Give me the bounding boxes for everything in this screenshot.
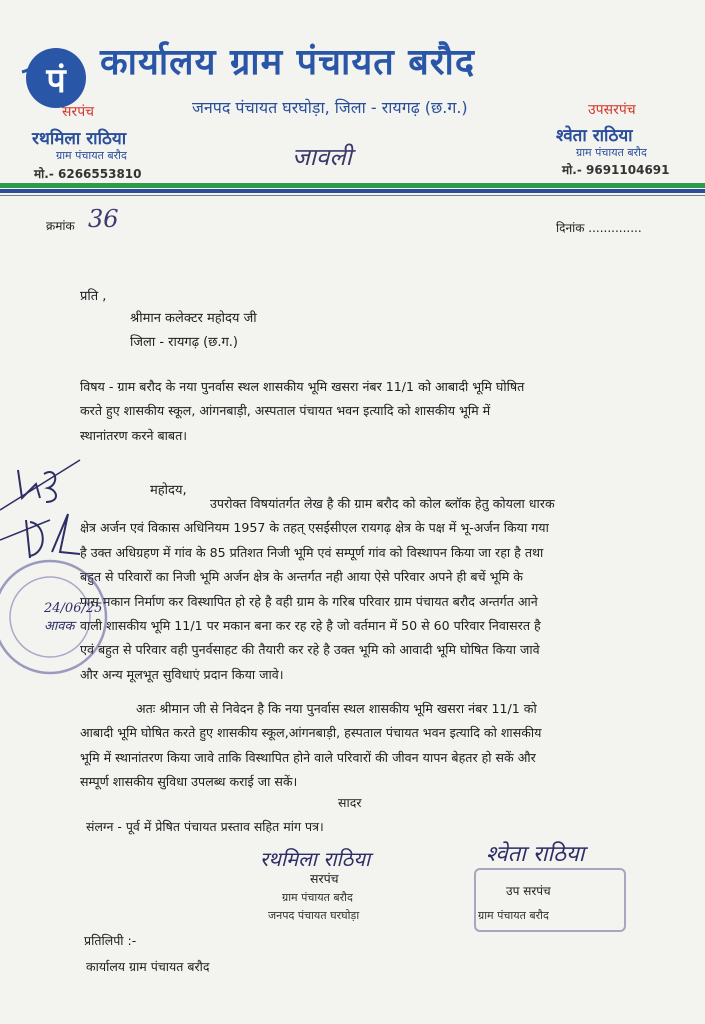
up-sarpanch-name: श्वेता राठिया	[556, 126, 633, 146]
margin-note-line: 24/06/25	[44, 601, 103, 616]
up-sarpanch-signature: श्वेता राठिया	[486, 842, 585, 867]
copy-to-label: प्रतिलिपी :-	[84, 933, 137, 948]
paragraph-line: आबादी भूमि घोषित करते हुए शासकीय स्कूल,आंगनबाड़ी, हस्पताल पंचायत भवन इत्यादि को शासकीय	[80, 725, 542, 741]
sarpanch-stamp-line-1: ग्राम पंचायत बरौद	[282, 891, 353, 904]
subject-block	[80, 375, 524, 448]
office-title: कार्यालय ग्राम पंचायत बरौद	[100, 42, 475, 83]
salutation: महोदय,	[150, 483, 187, 498]
copy-to-recipient: कार्यालय ग्राम पंचायत बरौद	[86, 959, 210, 974]
kramank-number: 36	[88, 205, 119, 233]
enclosure-note: संलग्न - पूर्व में प्रेषित पंचायत प्रस्ताव सहित मांग पत्र।	[86, 819, 324, 834]
paragraph-line: वाली शासकीय भूमि 11/1 पर मकान बना कर रह रहे है जो वर्तमान में 50 से 60 परिवार निवासरत है	[80, 618, 541, 634]
paragraph-line: एवं बहुत से परिवार वही पुनर्वसाहट की तैयारी कर रहे है उक्त भूमि को आवादी भूमि घोषित किया जावे	[80, 642, 540, 658]
sarpanch-signature-role: सरपंच	[310, 871, 339, 886]
header-band-green	[0, 183, 705, 188]
paragraph-line: अतः श्रीमान जी से निवेदन है कि नया पुनर्वास स्थल शासकीय भूमि खसरा नंबर 11/1 को	[136, 701, 537, 716]
paragraph-line: भूमि में स्थानांतरण किया जावे ताकि विस्थापित होने वाले परिवारों की जीवन यापन बेहतर हो सकें और	[80, 749, 536, 765]
addressee-line-1: श्रीमान कलेक्टर महोदय जी	[130, 311, 257, 326]
closing-sadar: सादर	[338, 795, 362, 810]
sarpanch-panchayat: ग्राम पंचायत बरौद	[56, 149, 127, 162]
up-sarpanch-mobile: मो.- 9691104691	[562, 163, 670, 177]
header-band-blue	[0, 189, 705, 193]
body-paragraph-2	[80, 697, 541, 795]
date-field: दिनांक ..............	[556, 221, 642, 235]
sarpanch-role: सरपंच	[62, 104, 95, 120]
subject-line: करते हुए शासकीय स्कूल, आंगनबाड़ी, अस्पताल पंचायत भवन इत्यादि को शासकीय भूमि में	[80, 403, 491, 419]
up-sarpanch-role: उपसरपंच	[588, 102, 636, 118]
addressee-line-2: जिला - रायगढ़ (छ.ग.)	[130, 335, 238, 350]
subject-line: स्थानांतरण करने बाबत।	[80, 427, 188, 443]
subject-line: विषय - ग्राम बरौद के नया पुनर्वास स्थल शासकीय भूमि खसरा नंबर 11/1 को आबादी भूमि घोषित	[80, 379, 525, 394]
up-sarpanch-panchayat: ग्राम पंचायत बरौद	[576, 146, 647, 159]
paragraph-line: क्षेत्र अर्जन एवं विकास अधिनियम 1957 के तहत् एसईसीएल रायगढ़ क्षेत्र के पक्ष में भू-अर्जन किया गया	[80, 520, 549, 536]
paragraph-line: पास मकान निर्माण कर विस्थापित हो रहे है वही ग्राम के गरिब परिवार ग्राम पंचायत बरौद अन्तर्गत आने	[80, 593, 538, 609]
paragraph-line: उपरोक्त विषयांतर्गत लेख है की ग्राम बरौद को कोल ब्लॉक हेतु कोयला धारक	[210, 496, 555, 511]
sarpanch-signature: रथमिला राठिया	[260, 847, 371, 871]
paragraph-line: बहुत से परिवारों का निजी भूमि अर्जन क्षेत्र के अन्तर्गत नही आया ऐसे परिवार अपने ही बचें भूमि के	[80, 569, 523, 585]
up-sarpanch-signature-role: उप सरपंच	[506, 884, 551, 898]
paragraph-line: और अन्य मूलभूत सुविधाएं प्रदान किया जावे।	[80, 666, 284, 682]
paragraph-line: है उक्त अधिग्रहण में गांव के 85 प्रतिशत निजी भूमि एवं सम्पूर्ण गांव को विस्थापन किया जा रहा है तथा	[80, 544, 544, 560]
margin-date-note	[44, 600, 102, 636]
up-sarpanch-stamp-line: ग्राम पंचायत बरौद	[478, 909, 549, 922]
margin-note-line: आवक	[44, 619, 75, 634]
kramank-label: क्रमांक	[46, 219, 75, 233]
addressee-prefix: प्रति ,	[80, 289, 107, 304]
paragraph-line: सम्पूर्ण शासकीय सुविधा उपलब्ध कराई जा सकें।	[80, 774, 298, 790]
sarpanch-stamp-line-2: जनपद पंचायत घरघोड़ा	[268, 909, 360, 922]
header-band-thin	[0, 195, 705, 196]
sarpanch-mobile: मो.- 6266553810	[34, 167, 142, 181]
office-subtitle: जनपद पंचायत घरघोड़ा, जिला - रायगढ़ (छ.ग.)	[192, 98, 468, 117]
svg-text:पं: पं	[46, 61, 66, 101]
sarpanch-name: रथमिला राठिया	[32, 129, 127, 149]
body-paragraph-1	[80, 492, 555, 687]
handwritten-header-note: जावली	[292, 143, 352, 171]
